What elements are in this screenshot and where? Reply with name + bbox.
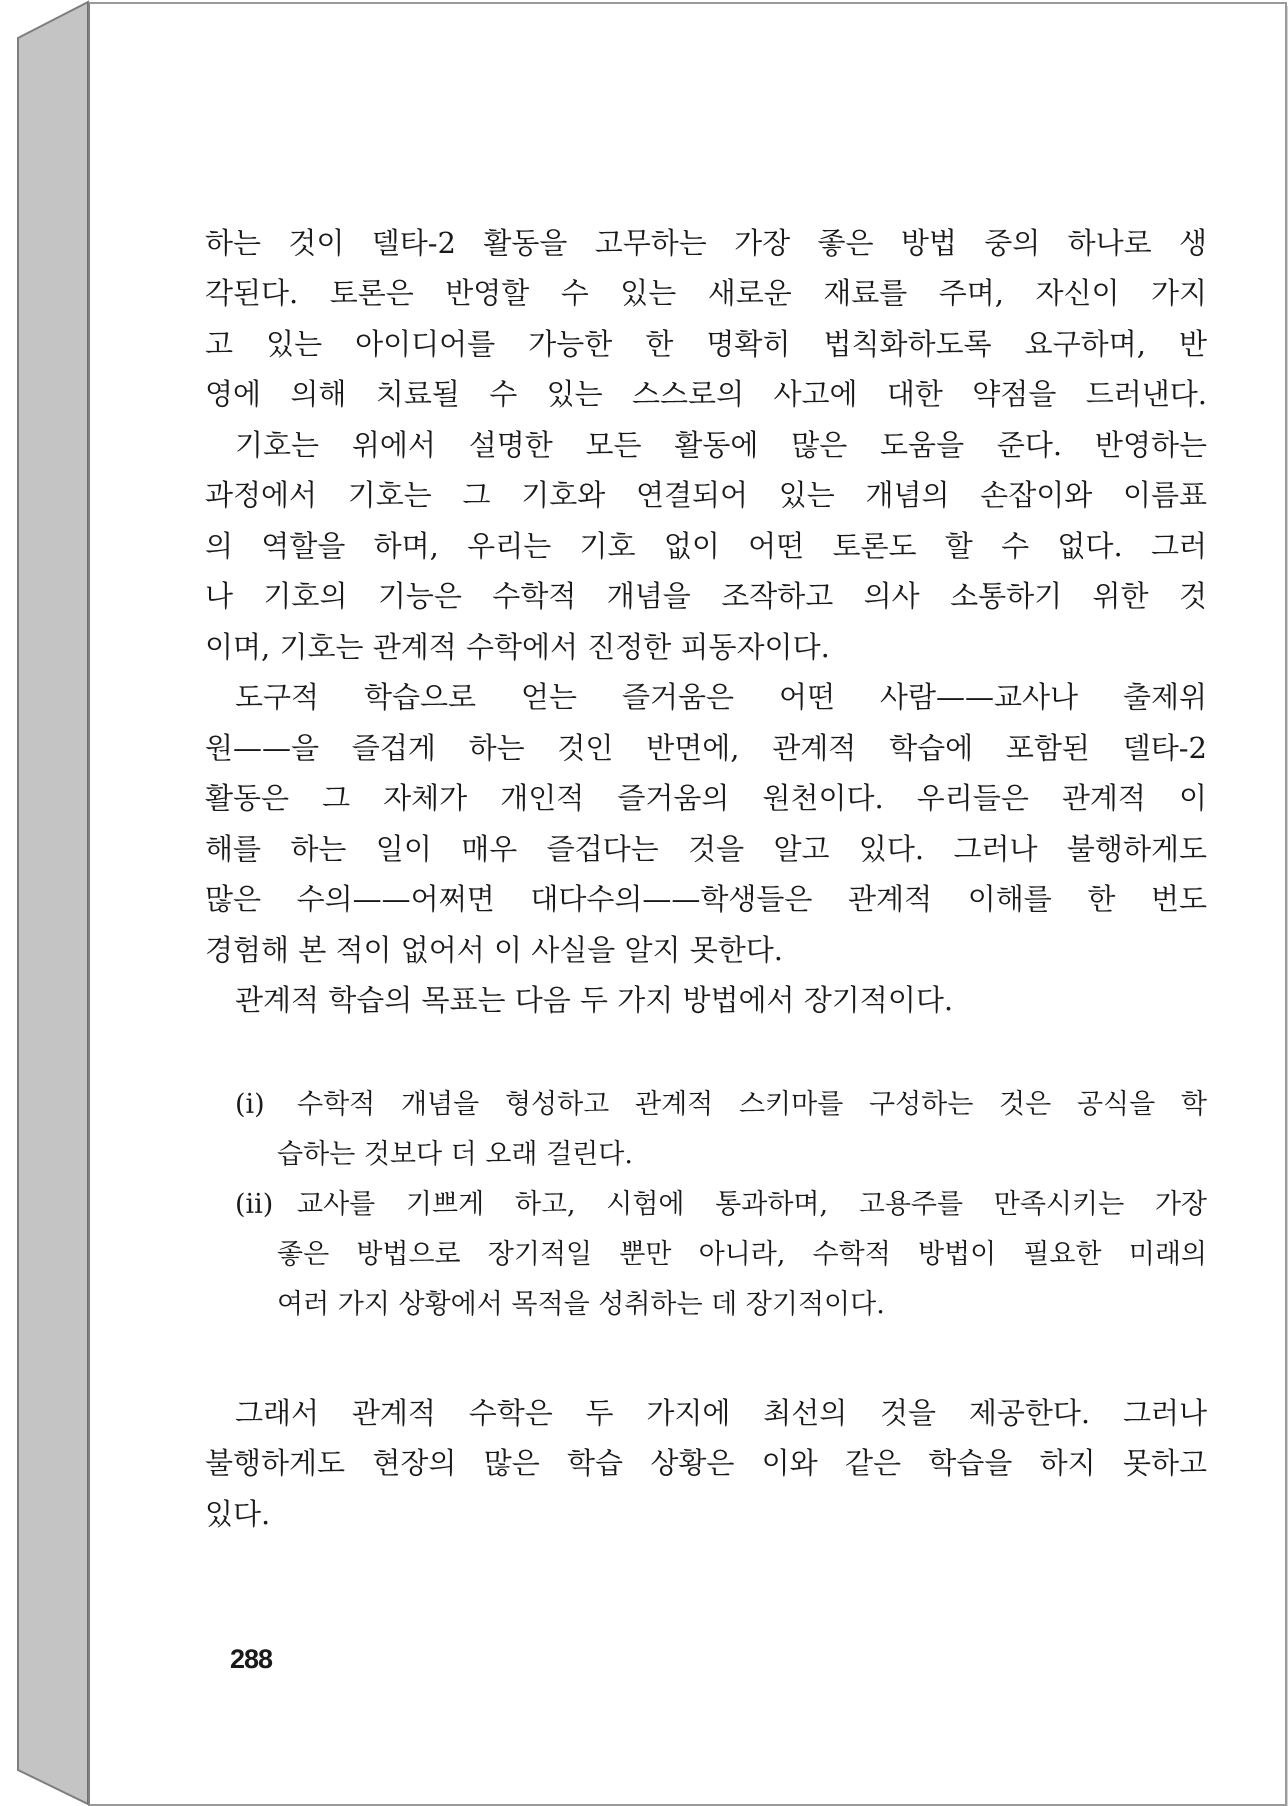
paragraph-3-line-2: 원——을 즐겁게 하는 것인 반면에, 관계적 학습에 포함된 델타-2 [205,731,1207,765]
paragraph-5-line-2: 불행하게도 현장의 많은 학습 상황은 이와 같은 학습을 하지 못하고 [205,1446,1207,1480]
page-number: 288 [230,1644,273,1674]
paragraph-2-line-4: 나 기호의 기능은 수학적 개념을 조작하고 의사 소통하기 위한 것 [205,579,1207,613]
paragraph-3-line-4: 해를 하는 일이 매우 즐겁다는 것을 알고 있다. 그러나 불행하게도 [205,832,1207,866]
paragraph-5-line-3: 있다. [205,1497,271,1531]
paragraph-5-line-1: 그래서 관계적 수학은 두 가지에 최선의 것을 제공한다. 그러나 [235,1396,1207,1430]
paragraph-1-line-3: 고 있는 아이디어를 가능한 한 명확히 법칙화하도록 요구하며, 반 [205,327,1207,361]
paragraph-2-line-2: 과정에서 기호는 그 기호와 연결되어 있는 개념의 손잡이와 이름표 [205,478,1207,512]
list-item-1-line-1: 수학적 개념을 형성하고 관계적 스키마를 구성하는 것은 공식을 학 [297,1089,1207,1120]
paragraph-3-line-6: 경험해 본 적이 없어서 이 사실을 알지 못한다. [205,933,783,967]
book-spine-edge [0,0,100,1806]
paragraph-1-line-1: 하는 것이 델타-2 활동을 고무하는 가장 좋은 방법 중의 하나로 생 [205,226,1207,260]
list-item-2-line-1: 교사를 기쁘게 하고, 시험에 통과하며, 고용주를 만족시키는 가장 [297,1189,1207,1220]
paragraph-4: 관계적 학습의 목표는 다음 두 가지 방법에서 장기적이다. [235,983,954,1017]
list-item-1-marker: (ⅰ) [235,1089,265,1120]
list-item-2-line-2: 좋은 방법으로 장기적일 뿐만 아니라, 수학적 방법이 필요한 미래의 [277,1239,1207,1270]
paragraph-1-line-2: 각된다. 토론은 반영할 수 있는 새로운 재료를 주며, 자신이 가지 [205,276,1207,310]
list-item-2-marker: (ⅱ) [235,1189,274,1220]
paragraph-2-line-3: 의 역할을 하며, 우리는 기호 없이 어떤 토론도 할 수 없다. 그러 [205,529,1207,563]
paragraph-3-line-3: 활동은 그 자체가 개인적 즐거움의 원천이다. 우리들은 관계적 이 [205,781,1207,815]
list-item-1-line-2: 습하는 것보다 더 오래 걸린다. [277,1139,633,1170]
book-page [88,2,1287,1806]
paragraph-1-line-4: 영에 의해 치료될 수 있는 스스로의 사고에 대한 약점을 드러낸다. [205,377,1207,411]
paragraph-2-line-5: 이며, 기호는 관계적 수학에서 진정한 피동자이다. [205,630,830,664]
paragraph-3-line-1: 도구적 학습으로 얻는 즐거움은 어떤 사람——교사나 출제위 [235,680,1207,714]
list-item-2-line-3: 여러 가지 상황에서 목적을 성취하는 데 장기적이다. [277,1289,885,1320]
paragraph-3-line-5: 많은 수의——어쩌면 대다수의——학생들은 관계적 이해를 한 번도 [205,882,1207,916]
paragraph-2-line-1: 기호는 위에서 설명한 모든 활동에 많은 도움을 준다. 반영하는 [235,428,1207,462]
